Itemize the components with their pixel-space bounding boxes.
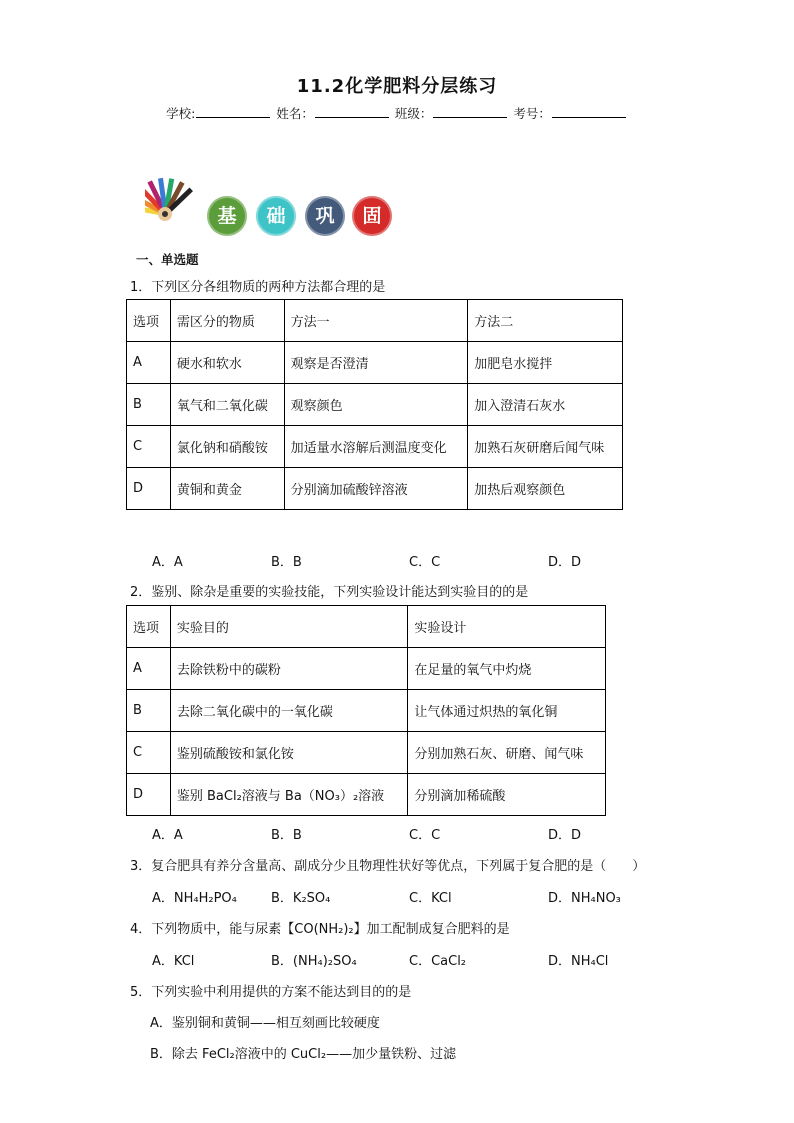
table-cell: 实验目的 xyxy=(170,606,408,648)
table-cell: 观察颜色 xyxy=(284,384,468,426)
student-info-line xyxy=(0,104,794,122)
table-cell: B xyxy=(127,690,171,732)
q2-option-c[interactable]: C．C xyxy=(409,828,441,843)
table-cell: 黄铜和黄金 xyxy=(170,468,284,510)
banner-char-1: 基 xyxy=(207,196,247,236)
class-label: 班级： xyxy=(394,106,433,121)
q1-table xyxy=(126,299,623,510)
q3-stem: 3．复合肥具有养分含量高、副成分少且物理性状好等优点，下列属于复合肥的是（ ） xyxy=(130,859,646,874)
name-field[interactable] xyxy=(315,105,389,118)
table-cell: 需区分的物质 xyxy=(170,300,284,342)
table-cell: 鉴别 BaCl₂溶液与 Ba（NO₃）₂溶液 xyxy=(170,774,408,816)
table-cell: 选项 xyxy=(127,300,171,342)
banner-char-2: 础 xyxy=(256,196,296,236)
q1-option-c[interactable]: C．C xyxy=(409,555,441,570)
table-cell: A xyxy=(127,342,171,384)
table-cell: 氯化钠和硝酸铵 xyxy=(170,426,284,468)
table-cell: 加热后观察颜色 xyxy=(468,468,623,510)
table-row xyxy=(127,648,606,690)
q2-stem: 2．鉴别、除杂是重要的实验技能，下列实验设计能达到实验目的的是 xyxy=(130,585,529,600)
table-cell: D xyxy=(127,774,171,816)
q3-option-c[interactable]: C．KCl xyxy=(409,891,452,906)
q1-option-b[interactable]: B．B xyxy=(271,555,302,570)
q5-choice-a[interactable]: A．鉴别铜和黄铜——相互刻画比较硬度 xyxy=(150,1016,380,1031)
q4-option-a[interactable]: A．KCl xyxy=(152,954,195,969)
exam-no-label: 考号： xyxy=(513,106,551,121)
q2-table xyxy=(126,605,606,816)
page-title: 11.2化学肥料分层练习 xyxy=(296,76,498,97)
table-row xyxy=(127,342,623,384)
table-cell: 去除二氧化碳中的一氧化碳 xyxy=(170,690,408,732)
table-cell: 加肥皂水搅拌 xyxy=(468,342,623,384)
table-row xyxy=(127,690,606,732)
table-row xyxy=(127,732,606,774)
table-cell: 去除铁粉中的碳粉 xyxy=(170,648,408,690)
table-cell: 分别滴加硫酸锌溶液 xyxy=(284,468,468,510)
table-row xyxy=(127,426,623,468)
school-field[interactable] xyxy=(196,105,270,118)
table-cell: 选项 xyxy=(127,606,171,648)
table-cell: 硬水和软水 xyxy=(170,342,284,384)
table-cell: 氧气和二氧化碳 xyxy=(170,384,284,426)
q3-option-a[interactable]: A．NH₄H₂PO₄ xyxy=(152,891,237,906)
banner-char-3: 巩 xyxy=(305,196,345,236)
q1-stem: 1．下列区分各组物质的两种方法都合理的是 xyxy=(130,280,386,295)
q2-option-a[interactable]: A．A xyxy=(152,828,183,843)
table-row xyxy=(127,384,623,426)
q4-option-c[interactable]: C．CaCl₂ xyxy=(409,954,467,969)
colored-pencils-icon xyxy=(145,174,203,232)
table-cell: 实验设计 xyxy=(408,606,606,648)
table-cell: B xyxy=(127,384,171,426)
section-banner xyxy=(145,172,405,242)
table-cell: D xyxy=(127,468,171,510)
table-cell: C xyxy=(127,732,171,774)
name-label: 姓名： xyxy=(276,106,314,121)
table-cell: C xyxy=(127,426,171,468)
table-cell: 分别滴加稀硫酸 xyxy=(408,774,606,816)
table-cell: 鉴别硫酸铵和氯化铵 xyxy=(170,732,408,774)
table-cell: 方法二 xyxy=(468,300,623,342)
q3-option-d[interactable]: D．NH₄NO₃ xyxy=(548,891,621,906)
section-heading: 一、单选题 xyxy=(136,252,199,267)
exam-no-field[interactable] xyxy=(552,105,626,118)
class-field[interactable] xyxy=(433,105,507,118)
table-row xyxy=(127,468,623,510)
table-cell: 在足量的氧气中灼烧 xyxy=(408,648,606,690)
table-cell: 加熟石灰研磨后闻气味 xyxy=(468,426,623,468)
table-cell: 加适量水溶解后测温度变化 xyxy=(284,426,468,468)
q4-option-d[interactable]: D．NH₄Cl xyxy=(548,954,609,969)
q5-choice-b[interactable]: B．除去 FeCl₂溶液中的 CuCl₂——加少量铁粉、过滤 xyxy=(150,1047,457,1062)
table-header-row xyxy=(127,300,623,342)
q1-option-a[interactable]: A．A xyxy=(152,555,183,570)
q4-option-b[interactable]: B．(NH₄)₂SO₄ xyxy=(271,954,357,969)
table-cell: 观察是否澄清 xyxy=(284,342,468,384)
q5-stem: 5．下列实验中利用提供的方案不能达到目的的是 xyxy=(130,985,412,1000)
table-cell: 方法一 xyxy=(284,300,468,342)
table-header-row xyxy=(127,606,606,648)
table-cell: 加入澄清石灰水 xyxy=(468,384,623,426)
table-cell: 分别加熟石灰、研磨、闻气味 xyxy=(408,732,606,774)
q4-stem: 4．下列物质中，能与尿素【CO(NH₂)₂】加工配制成复合肥料的是 xyxy=(130,922,510,937)
q2-option-d[interactable]: D．D xyxy=(548,828,582,843)
table-row xyxy=(127,774,606,816)
school-label: 学校: xyxy=(166,106,196,121)
q2-option-b[interactable]: B．B xyxy=(271,828,302,843)
q1-option-d[interactable]: D．D xyxy=(548,555,582,570)
q3-option-b[interactable]: B．K₂SO₄ xyxy=(271,891,331,906)
table-cell: 让气体通过炽热的氧化铜 xyxy=(408,690,606,732)
table-cell: A xyxy=(127,648,171,690)
banner-char-4: 固 xyxy=(352,196,392,236)
